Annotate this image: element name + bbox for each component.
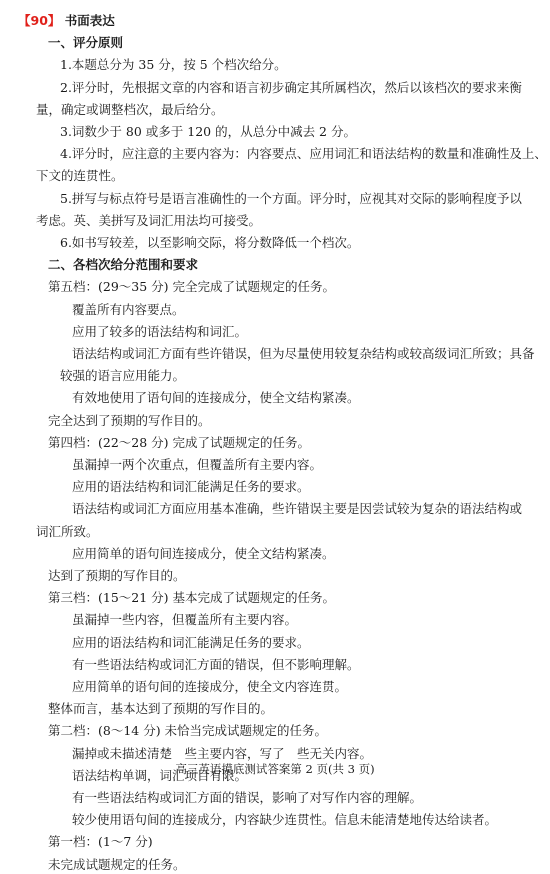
question-header bbox=[18, 12, 115, 30]
criteria-line: 第二档：(8～14 分) 未恰当完成试题规定的任务。 bbox=[48, 723, 328, 739]
criteria-line: 应用的语法结构和词汇能满足任务的要求。 bbox=[72, 634, 310, 650]
principle-line: 6.如书写较差，以至影响交际，将分数降低一个档次。 bbox=[60, 235, 360, 250]
criteria-line: 第一档：(1～7 分) bbox=[48, 834, 153, 850]
principle-line: 5.拼写与标点符号是语言准确性的一个方面。评分时，应视其对交际的影响程度予以 bbox=[60, 190, 522, 206]
criteria-line: 虽漏掉一些内容，但覆盖所有主要内容。 bbox=[72, 612, 298, 628]
criteria-line: 语法结构单调，词汇项目有限。 bbox=[72, 767, 248, 783]
criteria-line: 有一些语法结构或词汇方面的错误，但不影响理解。 bbox=[72, 656, 360, 672]
criteria-line: 整体而言，基本达到了预期的写作目的。 bbox=[48, 701, 274, 717]
criteria-line: 应用简单的语句间连接成分，使全文结构紧凑。 bbox=[72, 545, 335, 561]
criteria-line: 应用的语法结构和词汇能满足任务的要求。 bbox=[72, 479, 310, 495]
criteria-line: 虽漏掉一两个次重点，但覆盖所有主要内容。 bbox=[72, 457, 323, 472]
criteria-line: 第五档：(29～35 分) 完全完成了试题规定的任务。 bbox=[48, 279, 336, 295]
principle-line: 2.评分时，先根据文章的内容和语言初步确定其所属档次，然后以该档次的要求来衡 bbox=[60, 79, 522, 95]
criteria-line: 达到了预期的写作目的。 bbox=[48, 568, 186, 583]
criteria-line: 第三档：(15～21 分) 基本完成了试题规定的任务。 bbox=[48, 590, 336, 606]
criteria-line: 词汇所致。 bbox=[36, 523, 99, 539]
criteria-line: 漏掉或未描述清楚 些主要内容，写了 些无关内容。 bbox=[72, 745, 373, 761]
criteria-line: 第四档：(22～28 分) 完成了试题规定的任务。 bbox=[48, 434, 311, 450]
section1-heading: 一、评分原则 bbox=[48, 35, 124, 51]
principle-line: 4.评分时，应注意的主要内容为：内容要点、应用词汇和语法结构的数量和准确性及上、 bbox=[60, 146, 547, 162]
principle-line: 量，确定或调整档次，最后给分。 bbox=[36, 101, 224, 117]
criteria-line: 较少使用语句间的连接成分，内容缺少连贯性。信息未能清楚地传达给读者。 bbox=[72, 812, 498, 828]
criteria-line: 有效地使用了语句间的连接成分，使全文结构紧凑。 bbox=[72, 390, 360, 406]
criteria-line: 有一些语法结构或词汇方面的错误，影响了对写作内容的理解。 bbox=[72, 790, 423, 805]
question-number: 【90】 bbox=[18, 13, 61, 28]
principle-line: 3.词数少于 80 或多于 120 的，从总分中减去 2 分。 bbox=[60, 124, 356, 139]
criteria-line: 完全达到了预期的写作目的。 bbox=[48, 412, 211, 428]
criteria-line: 应用了较多的语法结构和词汇。 bbox=[72, 323, 248, 339]
criteria-line: 覆盖所有内容要点。 bbox=[72, 301, 185, 317]
criteria-line: 应用简单的语句间的连接成分，使全文内容连贯。 bbox=[72, 679, 348, 694]
criteria-line: 较强的语言应用能力。 bbox=[60, 368, 186, 384]
principle-line: 1.本题总分为 35 分，按 5 个档次给分。 bbox=[60, 57, 287, 73]
criteria-line: 语法结构或词汇方面应用基本准确，些许错误主要是因尝试较为复杂的语法结构或 bbox=[72, 501, 523, 517]
criteria-line: 未完成试题规定的任务。 bbox=[48, 856, 186, 872]
question-title: 书面表达 bbox=[60, 13, 115, 28]
principle-line: 下文的连贯性。 bbox=[36, 168, 124, 184]
principle-line: 考虑。英、美拼写及词汇用法均可接受。 bbox=[36, 212, 262, 228]
criteria-line: 语法结构或词汇方面有些许错误，但为尽量使用较复杂结构或较高级词汇所致；具备 bbox=[72, 346, 535, 361]
page-footer: 高三英语摸底测试答案第 2 页(共 3 页) bbox=[175, 762, 375, 776]
section2-heading: 二、各档次给分范围和要求 bbox=[48, 257, 199, 273]
